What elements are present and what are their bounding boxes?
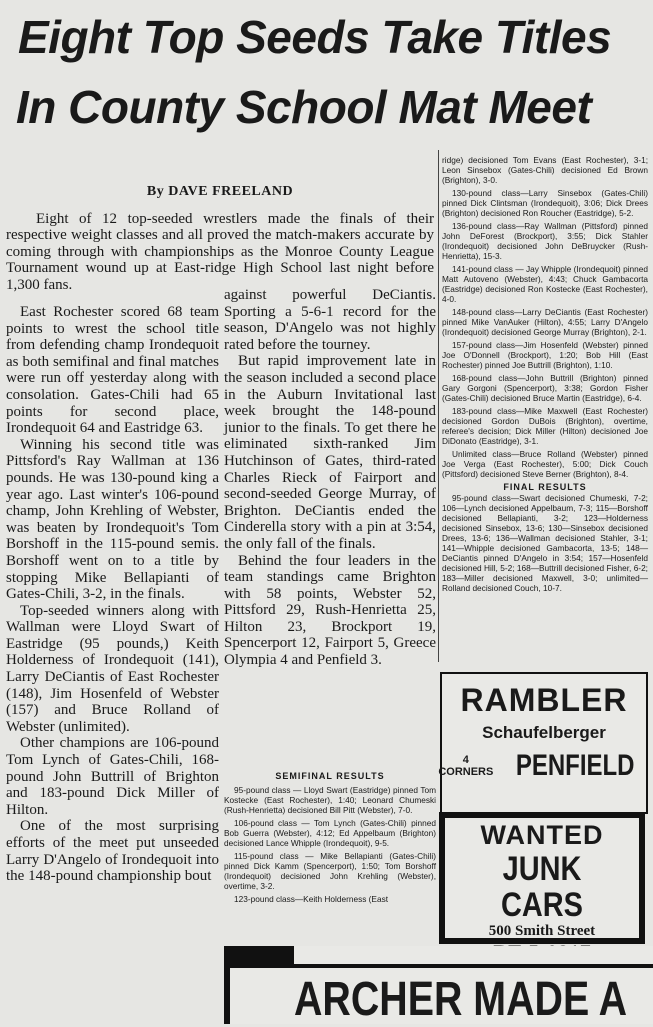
result-entry: Unlimited class—Bruce Rolland (Webster) pinned Joe Verga (East Rochester), 5:00; Dick Couch (Pittsford) decisioned Steve Berner (Brighton), 8-4.: [442, 449, 648, 479]
ad-dealer: Schaufelberger: [482, 723, 606, 742]
results-column-3: [442, 155, 648, 596]
result-entry: 157-pound class—Jim Hosenfeld (Webster) pinned Joe O'Donnell (Brockport), 1:20; Bob Hill (East Rochester) pinned Joe Buttrill (Brighton), 1:10.: [442, 340, 648, 370]
ad-junk-cars: JUNK CARS: [501, 850, 583, 924]
result-entry: 106-pound class — Tom Lynch (Gates-Chili) pinned Bob Guerra (Webster), 4:12; Ed Appelbaum (Brighton) decisioned Lance Whipple (Irondequoit), 9-5.: [224, 818, 436, 848]
article-column-1: [6, 304, 219, 885]
result-entry: 123-pound class—Keith Holderness (East: [234, 894, 389, 904]
article-paragraph: Other champions are 106-pound Tom Lynch of Gates-Chili, 168-pound John Buttrill of Brighton and 183-pound Dick Miller of Hilton.: [6, 735, 219, 818]
article-paragraph: Behind the four leaders in the team standings came Brighton with 58 points, Webster 52, Pittsford 29, Rush-Henrietta 25, Hilton 23, Brockport 19, Spencerport 12, Fairport 5, Greece Olympia 4 and Penfield 3.: [224, 552, 436, 669]
article-paragraph: East Rochester scored 68 team points to wrest the school title from defending champ Irondequoit as both semifinal and final matches were run off yesterday along with consolation. Gates-Chili had 65 points for second place, Irondequoit 64 and Eastridge 63.: [6, 304, 219, 437]
semifinal-heading: SEMIFINAL RESULTS: [275, 771, 385, 781]
ad-corners-word: CORNERS: [438, 766, 494, 778]
article-paragraph: against powerful DeCiantis. Sporting a 5-6-1 record for the season, D'Angelo was not highly rated before the tourney.: [224, 287, 436, 353]
banner-headline: ARCHER MADE A: [294, 973, 628, 1026]
article-lead-block: [6, 184, 434, 294]
article-paragraph: Winning his second title was Pittsford's Ray Wallman at 136 pounds. He was 130-pound king a year ago. Last winter's 106-pound champ, John Krehling of Webster, was beaten by Irondequoit's Tom Borshoff in the 115-pound semis. Borshoff went on to a title by stopping Mike Bellapianti of Gates-Chili, 3-2, in the finals.: [6, 436, 219, 603]
banner-top-strip: [294, 946, 653, 964]
junk-cars-ad: [439, 812, 645, 944]
final-results-heading: FINAL RESULTS: [503, 482, 587, 492]
result-entry: 136-pound class—Ray Wallman (Pittsford) pinned John DeForest (Brockport), 3:55; Dick Stahler (Irondequoit) decisioned John DeBruycker (Rush-Henrietta), 15-3.: [442, 221, 648, 261]
headline-line-2: In County School Mat Meet: [16, 81, 592, 133]
ad-corners-number: 4: [462, 754, 469, 766]
ad-address: 500 Smith Street: [488, 923, 596, 939]
headline-line-1: Eight Top Seeds Take Titles: [18, 11, 612, 63]
result-entry: 148-pound class—Larry DeCiantis (East Rochester) pinned Mike VanAuker (Hilton), 4:55; Larry D'Angelo (Irondequoit) decisioned George Murray (Brighton), 2-1.: [442, 307, 648, 337]
article-column-2: [224, 287, 436, 669]
article-lead-paragraph: Eight of 12 top-seeded wrestlers made the finals of their respective weight classes and all proved the match-makers accurate by coming through with championships as the Monroe County League Tournament wound up at East-ridge High School last night before 1,300 fans.: [6, 210, 434, 293]
result-entry: 95-pound class — Lloyd Swart (Eastridge) pinned Tom Kostecke (East Rochester), 1:40; Leonard Chumeski (Rush-Henrietta) decisioned Bill Pitt (Webster), 7-0.: [224, 785, 436, 815]
bottom-banner: [224, 946, 653, 1024]
ad-town: PENFIELD: [516, 749, 635, 782]
rambler-ad: [440, 672, 648, 814]
result-entry: ridge) decisioned Tom Evans (East Rochester), 3-1; Leon Sinsebox (Gates-Chili) decisioned Ed Brown (Brighton), 3-0.: [442, 155, 648, 185]
result-entry: 130-pound class—Larry Sinsebox (Gates-Chili) pinned Dick Clintsman (Irondequoit), 3:06; Dick Drees (Brighton) decisioned Ron Roucher (Eastridge), 5-2.: [442, 188, 648, 218]
ad-wanted: WANTED: [480, 820, 604, 850]
result-entry: 183-pound class—Mike Maxwell (East Rochester) decisioned Gordon DuBois (Brighton), overtime, referee's decision; Dick Miller (Hilton) decisioned Joe DiDonato (Eastridge), 3-1.: [442, 406, 648, 446]
column-rule: [438, 150, 439, 662]
article-paragraph: One of the most surprising efforts of the meet put unseeded Larry D'Angelo of Irondequoit into the 148-pound championship bout: [6, 818, 219, 885]
byline: By DAVE FREELAND: [146, 184, 294, 199]
ad-brand: RAMBLER: [460, 682, 628, 718]
semifinal-results: [224, 763, 436, 907]
article-paragraph: But rapid improvement late in the season included a second place in the Auburn Invitational last week brought the 148-pound junior to the finals. To get there he eliminated sixth-ranked Jim Hutchinson of Gates, third-rated Charles Rieck of Fairport and second-seeded George Murray, of Brighton. DeCiantis ended the Cinderella story with a pin at 3:54, the only fall of the finals.: [224, 353, 436, 552]
result-entry: 168-pound class—John Buttrill (Brighton) pinned Gary Gorgoni (Spencerport), 3:38; Gordon Fisher (Gates-Chili) decisioned Bruce Martin (Eastridge), 6-4.: [442, 373, 648, 403]
result-entry: 115-pound class — Mike Bellapianti (Gates-Chili) pinned Dick Kamm (Spencerport), 1:50; Tom Borshoff (Irondequoit) decisioned John Krehling (Webster), overtime, 3-2.: [224, 851, 436, 891]
final-results-text: 95-pound class—Swart decisioned Chumeski, 7-2; 106—Lynch decisioned Appelbaum, 7-3; 115—Borshoff decisioned Bellapianti, 3-2; 123—Holderness decisioned Sinsebox, 13-6; 130—Sinsebox decisioned Drees, 13-6; 136—Wallman decisioned Stahler, 3-1; 141—Whipple decisioned Gambacorta, 13-5; 148—DeCiantis pinned D'Angelo in 3:54; 157—Hosenfeld decisioned Hill, 5-2; 168—Buttrill decisioned Fisher, 6-2; 183—Miller decisioned Maxwell, 3-0; unlimited—Rolland decisioned Couch, 10-7.: [442, 493, 648, 593]
result-entry: 141-pound class — Jay Whipple (Irondequoit) pinned Matt Autoveno (Webster), 4:43; Chuck Gambacorta (Eastridge) decisioned Ron Kostecke (East Rochester), 4-0.: [442, 264, 648, 304]
article-paragraph: Top-seeded winners along with Wallman were Lloyd Swart of Eastridge (95 pounds,) Keith Holderness of Irondequoit (141), Larry DeCiantis of East Rochester (148), Jim Hosenfeld of Webster (157) and Bruce Rolland of Webster (unlimited).: [6, 602, 219, 735]
